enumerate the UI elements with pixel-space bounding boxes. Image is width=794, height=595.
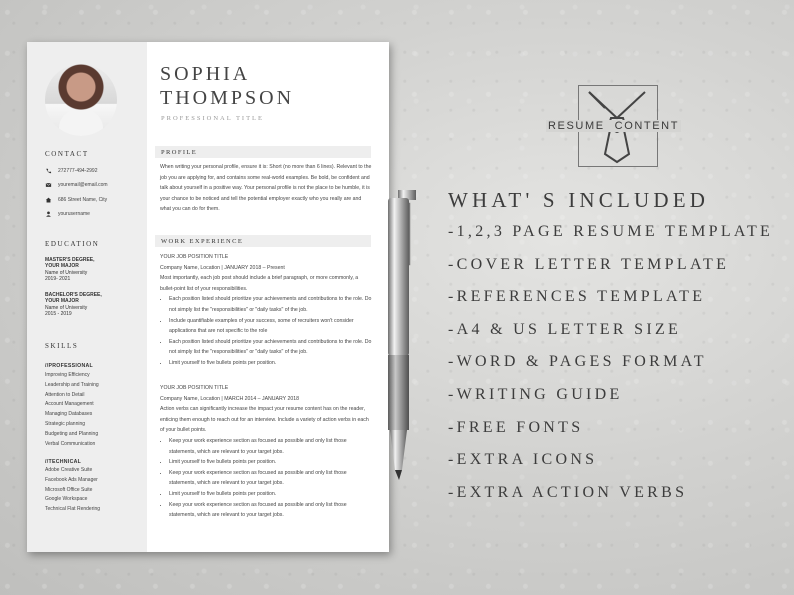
job-bullet: • Each position listed should prioritize your achievements and contributions to the role. Do not simply list the "responsibilities" or "daily tasks" of the job. (169, 294, 372, 315)
skill-item: Improving Efficiency (45, 372, 90, 378)
job-bullet: • Limit yourself to five bullets points per position. (169, 457, 372, 468)
degree-line1: BACHELOR'S DEGREE, (45, 292, 102, 298)
job-bullet: • Keep your work experience section as focused as possible and only list those statements, which are relevant to your target jobs. (169, 500, 372, 521)
degree-line1: MASTER'S DEGREE, (45, 257, 95, 263)
brand-wordmark (546, 120, 681, 132)
skill-item: Strategic planning (45, 420, 86, 427)
school-name: Name of University (45, 304, 88, 311)
skill-item: Managing Databases (45, 411, 93, 418)
job-intro: Most importantly, each job post should include a brief paragraph, or more commonly, a bullet-point list of your responsibilities. (160, 275, 359, 292)
experience-heading: WORK EXPERIENCE (161, 238, 244, 245)
education-heading: EDUCATION (45, 240, 100, 248)
included-item: -EXTRA ICONS (448, 451, 598, 469)
address-text: 686 Street Name, City (58, 197, 108, 203)
job-bullet: • Each position listed should prioritize your achievements and contributions to the role. Do not simply list the "responsibilities" or "daily tasks" of the job. (169, 337, 372, 358)
education-years: 2015 - 2019 (45, 311, 72, 318)
skills-technical-heading: //TECHNICAL (45, 459, 82, 465)
school-name: Name of University (45, 269, 88, 276)
skill-item: Leadership and Training (45, 381, 99, 388)
skill-item: Budgeting and Planning (45, 430, 99, 437)
skill-item: Technical Flat Rendering (45, 506, 101, 513)
job-bullet: • Include quantifiable examples of your success, some of recruiters won't consider applications that are not specific to the role (169, 316, 372, 337)
skills-heading: SKILLS (45, 342, 79, 350)
included-list (448, 220, 773, 513)
professional-title: PROFESSIONAL TITLE (161, 115, 264, 122)
education-years: 2019- 2021 (45, 276, 71, 283)
included-item: -WORD & PAGES FORMAT (448, 353, 707, 371)
job-bullet: • Limit yourself to five bullets points per position. (169, 489, 372, 500)
skill-item: Microsoft Office Suite (45, 486, 93, 493)
job-bullet: • Limit yourself to five bullets points per position. (169, 358, 372, 369)
job-title: YOUR JOB POSITION TITLE (160, 385, 229, 391)
email-text: youremail@email.com (58, 182, 108, 188)
skill-item: Adobe Creative Suite (45, 467, 93, 473)
profile-text: When writing your personal profile, ensure it is: Short (no more than 6 lines). Relevant to the job you are applying for, and contains some real-world examples. Be bold, be confident and talk about yourself in a positive way. Your personal profile is not the place to be humble, it is your chance to be noticed and tell the potential employer exactly who you really are and what you can do for them. (160, 164, 372, 213)
included-item: -A4 & US LETTER SIZE (448, 320, 682, 338)
job-intro: Action verbs can significantly increase the impact your resume content has on the reader, enticing them enough to reach out for an interview. Include a variety of action verbs in each of your bullet points. (160, 406, 369, 434)
job-company: Company Name, Location | MARCH 2014 – JANUARY 2018 (160, 395, 299, 402)
skills-professional-heading: //PROFESSIONAL (45, 363, 94, 369)
profile-heading: PROFILE (161, 149, 198, 156)
phone-text: 272777-494-2992 (58, 168, 98, 174)
skill-item: Attention to Detail (45, 391, 85, 398)
included-item: -1,2,3 PAGE RESUME TEMPLATE (448, 223, 774, 240)
job-bullet: • Keep your work experience section as focused as possible and only list those statements, which are relevant to your target jobs. (169, 468, 372, 489)
degree-line2: YOUR MAJOR (45, 263, 79, 270)
contact-heading: CONTACT (45, 150, 89, 158)
skill-item: Verbal Communication (45, 440, 96, 447)
included-item: -WRITING GUIDE (448, 385, 623, 403)
brand-word-content: CONTENT (614, 120, 680, 132)
skill-item: Account Management (45, 401, 94, 408)
skill-item: Facebook Ads Manager (45, 476, 98, 483)
degree-line2: YOUR MAJOR (45, 298, 79, 305)
skill-item: Google Workspace (45, 496, 88, 503)
brand-word-resume: RESUME (548, 120, 605, 132)
resume-last-name: THOMPSON (160, 87, 295, 109)
included-item: -EXTRA ACTION VERBS (448, 483, 688, 501)
job-title: YOUR JOB POSITION TITLE (160, 254, 229, 260)
included-heading: WHAT' S INCLUDED (448, 188, 710, 212)
included-item: -REFERENCES TEMPLATE (448, 288, 706, 306)
resume-first-name: SOPHIA (160, 63, 251, 85)
username-text: yourusername (58, 211, 90, 217)
included-item: -COVER LETTER TEMPLATE (448, 255, 730, 273)
job-bullet: • Keep your work experience section as focused as possible and only list those statements, which are relevant to your target jobs. (169, 436, 372, 457)
job-company: Company Name, Location | JANUARY 2018 – Present (160, 264, 285, 271)
included-item: -FREE FONTS (448, 418, 584, 436)
